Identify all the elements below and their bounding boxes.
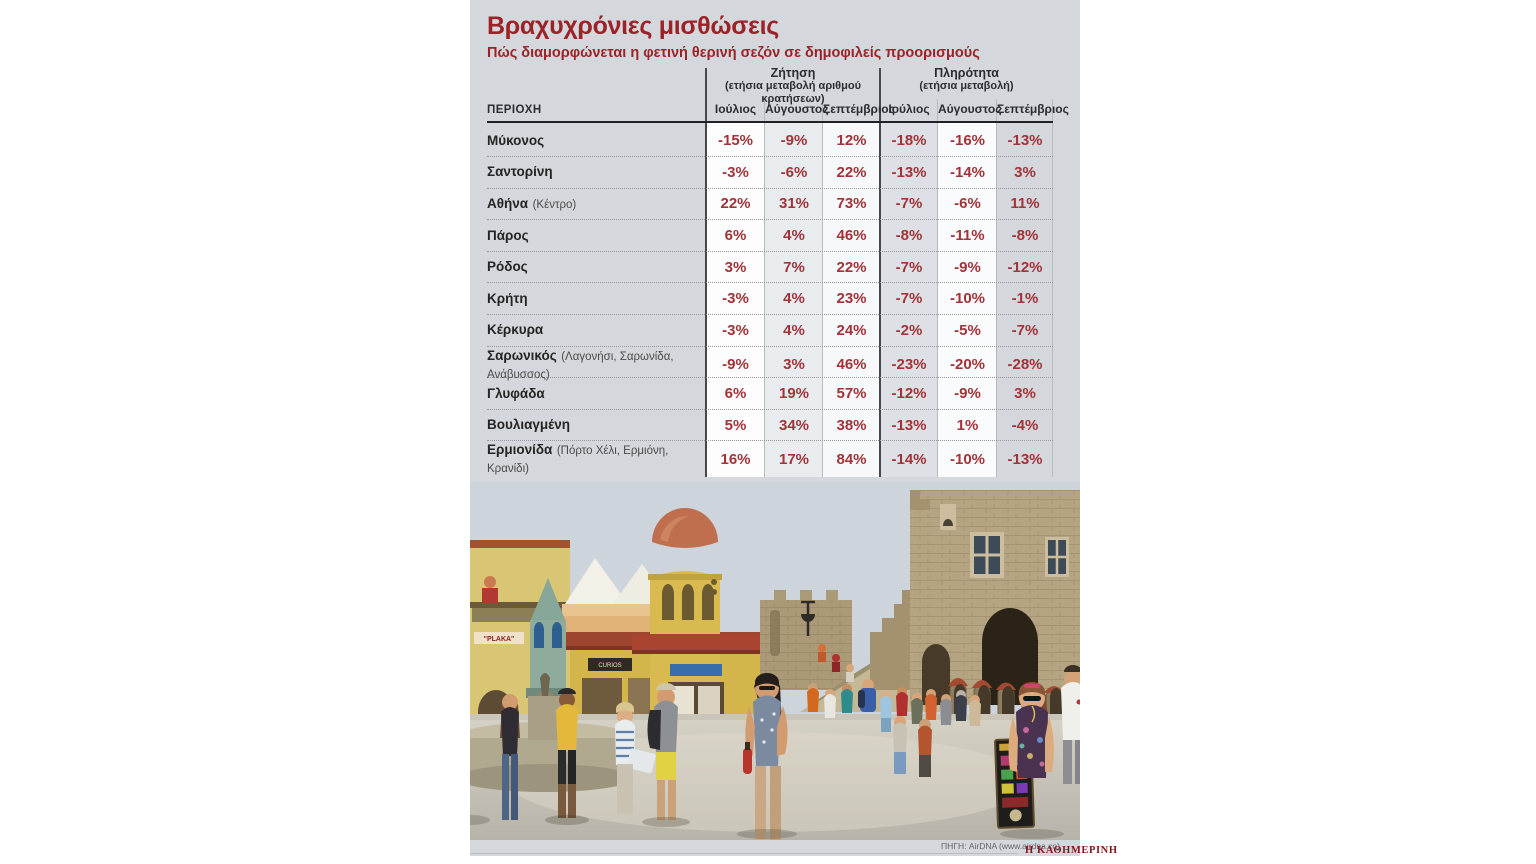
region-name: Κρήτη <box>487 290 528 306</box>
value-cell: 46% <box>836 227 867 245</box>
value-cell: 4% <box>783 290 805 308</box>
svg-text:CURIOS: CURIOS <box>598 663 622 669</box>
value-cell: 12% <box>836 132 867 150</box>
infographic-panel <box>470 0 1080 856</box>
value-cell: -28% <box>1007 356 1043 374</box>
value-cell: -9% <box>954 258 981 276</box>
value-cell: -12% <box>1007 258 1043 276</box>
value-cell: 23% <box>836 290 867 308</box>
value-cell: 3% <box>783 356 805 374</box>
region-name: Πάρος <box>487 227 529 243</box>
value-cell: 11% <box>1010 195 1040 213</box>
value-cell: 7% <box>783 258 805 276</box>
value-cell: -2% <box>895 321 923 339</box>
value-cell: 5% <box>724 416 747 434</box>
value-cell: -13% <box>1007 132 1043 150</box>
value-cell: -14% <box>891 450 927 468</box>
value-cell: -7% <box>895 290 923 308</box>
page-title: Βραχυχρόνιες μισθώσεις <box>487 12 779 40</box>
month-header: Σεπτέμβριος <box>823 102 895 116</box>
table-row <box>487 347 1053 379</box>
value-cell: 6% <box>724 227 747 245</box>
table-body <box>487 126 1053 474</box>
value-cell: -7% <box>895 258 923 276</box>
value-cell: -8% <box>1011 227 1039 245</box>
value-cell: 34% <box>778 416 810 434</box>
value-cell: -3% <box>722 321 749 339</box>
value-cell: -13% <box>1007 450 1043 468</box>
table-row <box>487 252 1053 284</box>
table-row <box>487 410 1053 442</box>
region-note: (Πόρτο Χέλι, Ερμιόνη, Κρανίδι) <box>487 445 669 476</box>
group-title: Πληρότητα <box>934 66 999 80</box>
value-cell: -7% <box>895 195 923 213</box>
month-header: Αύγουστος <box>765 102 829 116</box>
table-row <box>487 189 1053 221</box>
value-cell: 38% <box>836 416 867 434</box>
value-cell: 22% <box>836 258 867 276</box>
region-name: Σαντορίνη <box>487 164 553 180</box>
value-cell: 46% <box>836 356 867 374</box>
value-cell: -23% <box>891 356 927 374</box>
group-subtitle: (ετήσια μεταβολή αριθμού κρατήσεων) <box>725 80 861 105</box>
group-title: Ζήτηση <box>770 66 816 80</box>
brand-logo: Η ΚΑΘΗΜΕΡΙΝΗ <box>1025 845 1118 856</box>
month-header: Αύγουστος <box>938 102 1002 116</box>
region-name: Ρόδος <box>487 259 528 275</box>
value-cell: -9% <box>954 385 981 403</box>
value-cell: 6% <box>724 385 747 403</box>
value-cell: 4% <box>783 321 805 339</box>
value-cell: 3% <box>1014 163 1036 181</box>
value-cell: -13% <box>891 416 927 434</box>
value-cell: -20% <box>949 356 986 374</box>
value-cell: 84% <box>836 450 867 468</box>
region-name: Ερμιονίδα <box>487 442 553 458</box>
month-header-row <box>487 99 1069 123</box>
value-cell: 31% <box>778 195 810 213</box>
value-cell: 3% <box>724 258 747 276</box>
value-cell: 17% <box>778 450 810 468</box>
value-cell: -15% <box>717 132 754 150</box>
value-cell: -12% <box>891 385 927 403</box>
value-cell: 24% <box>836 321 867 339</box>
value-cell: 57% <box>836 385 867 403</box>
value-cell: -5% <box>954 321 981 339</box>
region-name: Σαρωνικός <box>487 347 557 363</box>
value-cell: -6% <box>780 163 808 181</box>
value-cell: -10% <box>949 290 986 308</box>
table-row <box>487 315 1053 347</box>
table-row <box>487 126 1053 158</box>
value-cell: -3% <box>722 290 749 308</box>
region-name: Βουλιαγμένη <box>487 417 571 433</box>
value-cell: -8% <box>895 227 923 245</box>
street-scene-photo <box>470 482 1080 840</box>
value-cell: -16% <box>949 132 986 150</box>
value-cell: 73% <box>836 195 867 213</box>
table-row <box>487 283 1053 315</box>
region-name: Γλυφάδα <box>487 385 545 401</box>
value-cell: 4% <box>783 227 805 245</box>
value-cell: -13% <box>891 163 927 181</box>
source-note: ΠΗΓΗ: AirDNA (www.airdna.co) <box>941 841 1060 851</box>
value-cell: 1% <box>956 416 979 434</box>
region-note: (Λαγονήσι, Σαρωνίδα, Ανάβυσσος) <box>487 350 674 381</box>
page-subtitle: Πώς διαμορφώνεται η φετινή θερινή σεζόν σε δημοφιλείς προορισμούς <box>487 45 980 61</box>
value-cell: -4% <box>1011 416 1039 434</box>
group-subtitle: (ετήσια μεταβολή) <box>919 80 1014 92</box>
month-header: Ιούλιος <box>714 102 757 116</box>
month-header: Σεπτέμβριος <box>997 102 1069 116</box>
value-cell: -3% <box>722 163 749 181</box>
data-table <box>487 65 1069 477</box>
region-name: Αθήνα <box>487 195 529 211</box>
table-row <box>487 157 1053 189</box>
value-cell: -11% <box>950 227 985 245</box>
table-row <box>487 441 1053 476</box>
value-cell: 3% <box>1014 385 1036 403</box>
value-cell: 19% <box>778 385 810 403</box>
value-cell: -6% <box>954 195 981 213</box>
value-cell: -10% <box>949 450 986 468</box>
month-header: Ιούλιος <box>888 102 930 116</box>
group-header-demand <box>706 65 880 105</box>
value-cell: -7% <box>1011 321 1039 339</box>
group-header-occupancy <box>880 65 1053 99</box>
table-row <box>487 220 1053 252</box>
value-cell: -1% <box>1011 290 1039 308</box>
value-cell: -18% <box>891 132 927 150</box>
value-cell: 16% <box>720 450 751 468</box>
value-cell: 22% <box>836 163 867 181</box>
region-name: Κέρκυρα <box>487 322 544 338</box>
value-cell: 22% <box>720 195 751 213</box>
region-note: (Κέντρο) <box>532 198 577 211</box>
footer-rule <box>470 853 1018 854</box>
region-name: Μύκονος <box>487 132 545 148</box>
svg-text:"PLAKA": "PLAKA" <box>483 636 515 643</box>
region-column-header: ΠΕΡΙΟΧΗ <box>487 104 542 116</box>
value-cell: -9% <box>780 132 808 150</box>
value-cell: -14% <box>949 163 986 181</box>
table-row <box>487 378 1053 410</box>
value-cell: -9% <box>722 356 749 374</box>
